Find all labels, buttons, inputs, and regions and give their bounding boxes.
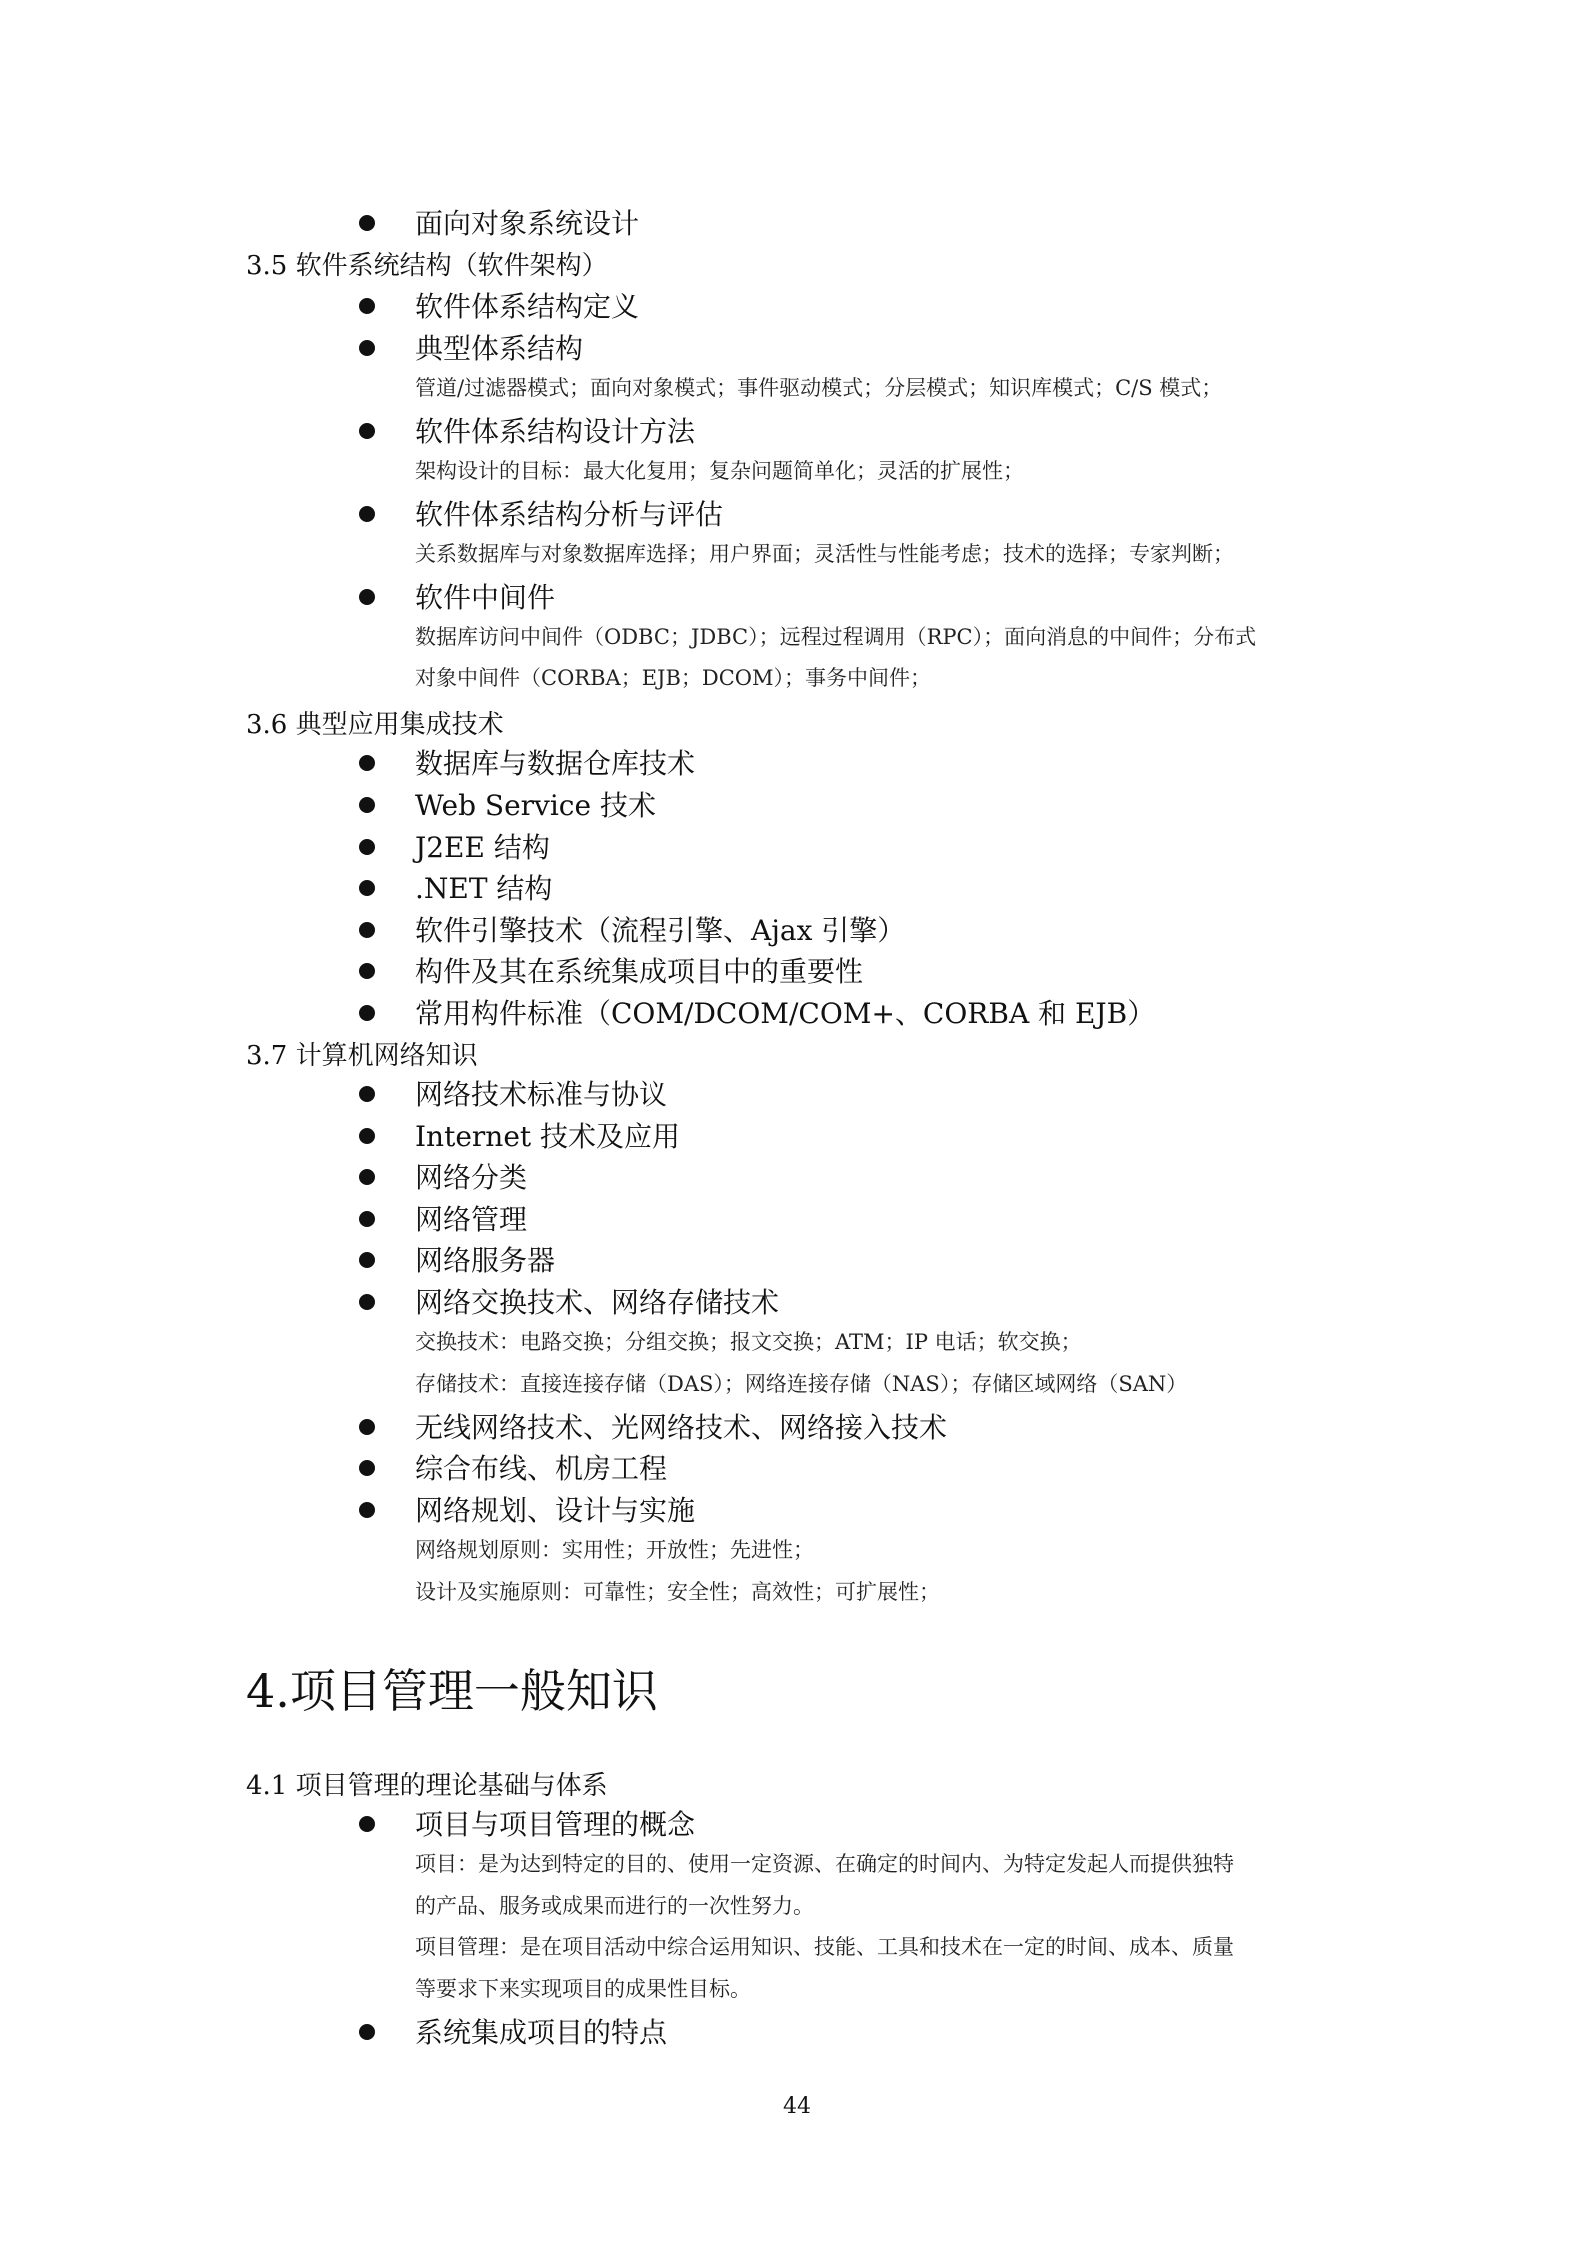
bullet-icon — [359, 1294, 375, 1310]
list-item: 软件体系结构定义 — [415, 285, 639, 325]
list-item: 软件中间件 — [415, 576, 555, 616]
list-item: 项目与项目管理的概念 — [415, 1803, 695, 1843]
detail-text: 交换技术：电路交换；分组交换；报文交换；ATM；IP 电话；软交换； — [415, 1330, 1082, 1354]
detail-text: 网络规划原则：实用性；开放性；先进性； — [415, 1538, 814, 1562]
list-item: 网络服务器 — [415, 1239, 555, 1279]
section-heading: 3.7 计算机网络知识 — [246, 1041, 478, 1071]
list-item: J2EE 结构 — [415, 826, 550, 866]
bullet-icon — [359, 1211, 375, 1227]
section-heading: 3.6 典型应用集成技术 — [246, 710, 504, 740]
list-item: 网络管理 — [415, 1198, 527, 1238]
bullet-icon — [359, 755, 375, 771]
bullet-icon — [359, 1086, 375, 1102]
list-item: 面向对象系统设计 — [415, 202, 639, 242]
list-item: 软件体系结构分析与评估 — [415, 493, 723, 533]
detail-text: 对象中间件（CORBA；EJB；DCOM）；事务中间件； — [415, 666, 931, 690]
bullet-icon — [359, 423, 375, 439]
bullet-icon — [359, 963, 375, 979]
bullet-icon — [359, 880, 375, 896]
bullet-icon — [359, 1502, 375, 1518]
bullet-icon — [359, 797, 375, 813]
list-item: Internet 技术及应用 — [415, 1115, 680, 1155]
list-item: 常用构件标准（COM/DCOM/COM+、CORBA 和 EJB） — [415, 992, 1155, 1032]
bullet-icon — [359, 1460, 375, 1476]
bullet-icon — [359, 2024, 375, 2040]
page-number: 44 — [783, 2094, 811, 2119]
list-item: 无线网络技术、光网络技术、网络接入技术 — [415, 1406, 947, 1446]
detail-text: 的产品、服务或成果而进行的一次性努力。 — [415, 1894, 814, 1918]
bullet-icon — [359, 1419, 375, 1435]
detail-text: 项目：是为达到特定的目的、使用一定资源、在确定的时间内、为特定发起人而提供独特 — [415, 1852, 1234, 1876]
bullet-icon — [359, 340, 375, 356]
detail-text: 架构设计的目标：最大化复用；复杂问题简单化；灵活的扩展性； — [415, 459, 1024, 483]
chapter-title: 4.项目管理一般知识 — [246, 1664, 658, 1718]
detail-text: 设计及实施原则：可靠性；安全性；高效性；可扩展性； — [415, 1580, 940, 1604]
detail-text: 关系数据库与对象数据库选择；用户界面；灵活性与性能考虑；技术的选择；专家判断； — [415, 542, 1234, 566]
list-item: 网络技术标准与协议 — [415, 1073, 667, 1113]
bullet-icon — [359, 922, 375, 938]
detail-text: 管道/过滤器模式；面向对象模式；事件驱动模式；分层模式；知识库模式；C/S 模式； — [415, 376, 1223, 400]
bullet-icon — [359, 589, 375, 605]
bullet-icon — [359, 1128, 375, 1144]
list-item: .NET 结构 — [415, 867, 552, 907]
list-item: 网络分类 — [415, 1156, 527, 1196]
detail-text: 数据库访问中间件（ODBC；JDBC）；远程过程调用（RPC）；面向消息的中间件；分布式 — [415, 625, 1257, 649]
bullet-icon — [359, 298, 375, 314]
list-item: 软件体系结构设计方法 — [415, 410, 695, 450]
section-heading: 3.5 软件系统结构（软件架构） — [246, 251, 608, 281]
list-item: 数据库与数据仓库技术 — [415, 742, 695, 782]
section-heading: 4.1 项目管理的理论基础与体系 — [246, 1771, 608, 1801]
detail-text: 项目管理：是在项目活动中综合运用知识、技能、工具和技术在一定的时间、成本、质量 — [415, 1935, 1234, 1959]
list-item: 典型体系结构 — [415, 327, 583, 367]
detail-text: 存储技术：直接连接存储（DAS）；网络连接存储（NAS）；存储区域网络（SAN） — [415, 1372, 1188, 1396]
bullet-icon — [359, 1252, 375, 1268]
list-item: 系统集成项目的特点 — [415, 2011, 667, 2051]
bullet-icon — [359, 506, 375, 522]
detail-text: 等要求下来实现项目的成果性目标。 — [415, 1977, 751, 2001]
list-item: 综合布线、机房工程 — [415, 1447, 667, 1487]
bullet-icon — [359, 839, 375, 855]
bullet-icon — [359, 1005, 375, 1021]
list-item: Web Service 技术 — [415, 784, 656, 824]
list-item: 网络交换技术、网络存储技术 — [415, 1281, 779, 1321]
bullet-icon — [359, 1169, 375, 1185]
bullet-icon — [359, 1816, 375, 1832]
bullet-icon — [359, 215, 375, 231]
list-item: 软件引擎技术（流程引擎、Ajax 引擎） — [415, 909, 905, 949]
list-item: 网络规划、设计与实施 — [415, 1489, 695, 1529]
list-item: 构件及其在系统集成项目中的重要性 — [415, 950, 863, 990]
